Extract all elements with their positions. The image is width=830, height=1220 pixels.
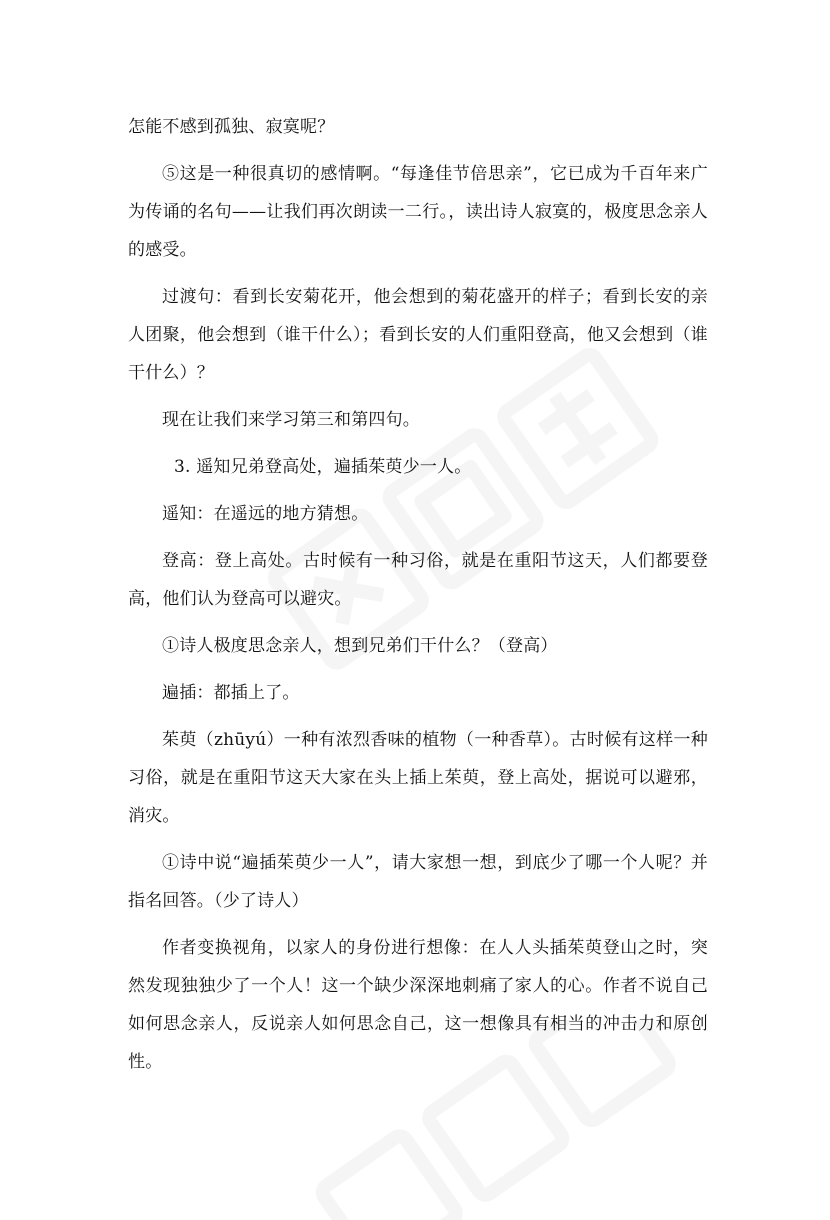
paragraph-transition-sentence: 过渡句：看到长安菊花开，他会想到的菊花盛开的样子；看到长安的亲人团聚，他会想到（谁干什么）；看到长安的人们重阳登高，他又会想到（谁干什么）？	[128, 287, 708, 383]
paragraph-def-bianchai: 遍插：都插上了。	[162, 683, 300, 703]
paragraph-true-feeling: ⑤这是一种很真切的感情啊。“每逢佳节倍思亲”，它已成为千百年来广为传诵的名句——让我们再次朗读一二行。，读出诗人寂寞的，极度思念亲人的感受。	[128, 164, 708, 260]
paragraph-poem-line-3: 3. 遥知兄弟登高处，遍插茱萸少一人。	[174, 457, 472, 477]
paragraph-next-lines-intro: 现在让我们来学习第三和第四句。	[162, 410, 420, 430]
paragraph-def-denggao: 登高：登上高处。古时候有一种习俗，就是在重阳节这天，人们都要登高，他们认为登高可以避灾。	[128, 551, 708, 609]
paragraph-author-perspective: 作者变换视角，以家人的身份进行想像：在人人头插茱萸登山之时，突然发现独独少了一个人！这一个缺少深深地刺痛了家人的心。作者不说自己如何思念亲人，反说亲人如何思念自己，这一想像具有相当的冲击力和原创性。	[128, 938, 708, 1072]
paragraph-question-missing-person: ①诗中说“遍插茱萸少一人”，请大家想一想，到底少了哪一个人呢？并指名回答。（少了诗人）	[128, 853, 708, 911]
paragraph-def-yaozhi: 遥知：在遥远的地方猜想。	[162, 504, 369, 524]
paragraph-loneliness-question: 怎能不感到孤独、寂寞呢？	[128, 117, 335, 137]
paragraph-def-zhuyu: 茱萸（zhūyú）一种有浓烈香味的植物（一种香草）。古时候有这样一种习俗，就是在重阳节这天大家在头上插上茱萸，登上高处，据说可以避邪，消灾。	[128, 730, 708, 826]
document-body	[128, 108, 708, 1081]
paragraph-question-brothers: ①诗人极度思念亲人，想到兄弟们干什么？（登高）	[162, 636, 558, 656]
